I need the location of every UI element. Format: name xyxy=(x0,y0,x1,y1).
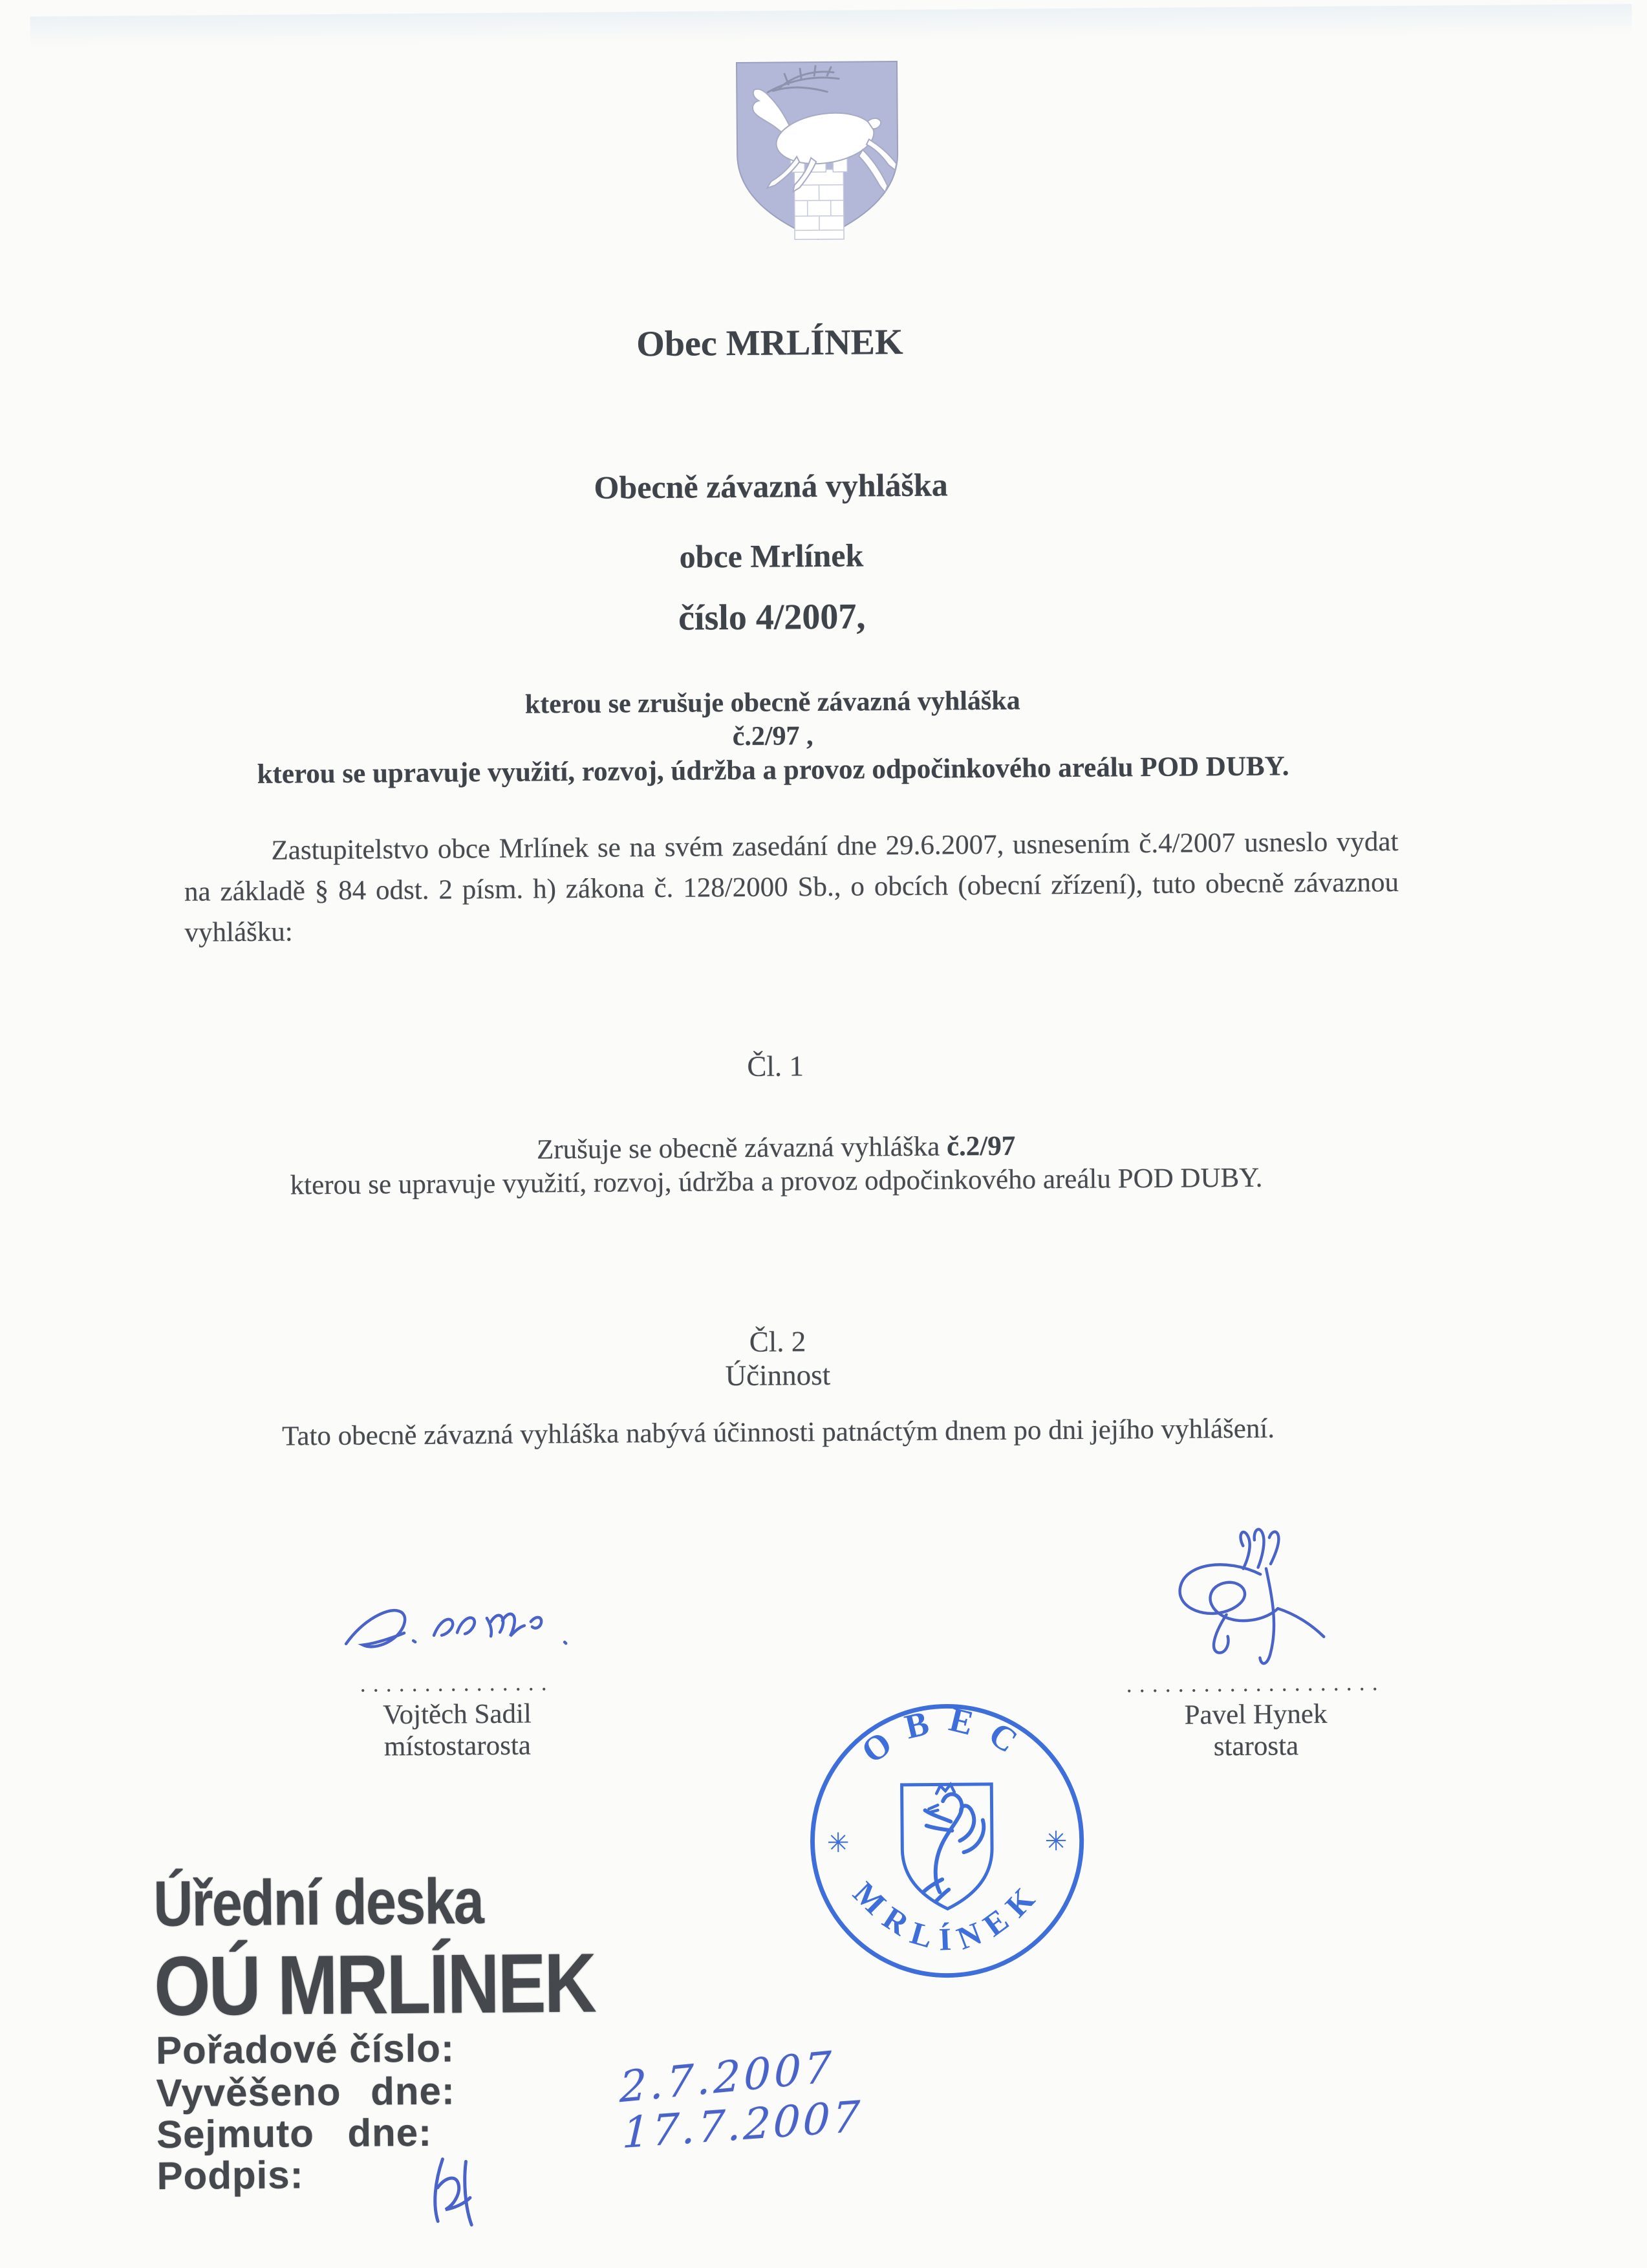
subtitle-line3: kterou se upravuje využití, rozvoj, údržba a provoz odpočinkového areálu POD DUBY. xyxy=(257,751,1289,790)
article2-heading: Čl. 2 xyxy=(749,1325,806,1358)
mayor-name: Pavel Hynek xyxy=(1184,1698,1328,1731)
subtitle-line2: č.2/97 , xyxy=(732,721,813,752)
vice-mayor-role: místostarosta xyxy=(383,1730,532,1762)
article2-subheading: Účinnost xyxy=(725,1358,831,1392)
decree-title-line1: Obecně závazná vyhláška xyxy=(594,466,948,506)
preamble-paragraph: Zastupitelstvo obce Mrlínek se na svém zasedání dne 29.6.2007, usnesením č.4/2007 usneslo vydat na základě § 84 odst. 2 písm. h) zákona č. 128/2000 Sb., o obcích (obecní zřízení), tuto obecně závaznou vyhlášku: xyxy=(184,826,1399,948)
article2-body: Tato obecně závazná vyhláška nabývá účinnosti patnáctým dnem po dni jejího vyhlášení. xyxy=(281,1413,1275,1452)
signature-dotted-line: ............... xyxy=(360,1669,554,1697)
vice-mayor-name: Vojtěch Sadil xyxy=(382,1698,532,1731)
handwritten-posted-date: 2.7.2007 xyxy=(619,2042,835,2113)
stamp-lion-shape xyxy=(922,1784,984,1901)
field-label-signature: Podpis: xyxy=(156,2153,304,2198)
mayor-role: starosta xyxy=(1213,1731,1299,1762)
article1-line2: kterou se upravuje využití, rozvoj, údržba a provoz odpočinkového areálu POD DUBY. xyxy=(290,1162,1263,1201)
field-label-serial-number: Pořadové číslo: xyxy=(155,2026,455,2073)
decree-title-line2: obce Mrlínek xyxy=(679,537,864,575)
signature-dotted-line: .................... xyxy=(1126,1669,1385,1698)
decree-number: číslo 4/2007, xyxy=(678,596,866,638)
stamp-top-text: OBEC xyxy=(854,1699,1039,1771)
board-stamp-line2: OÚ MRLÍNEK xyxy=(153,1936,596,2034)
field-label-posted-date: Vyvěšeno dne: xyxy=(156,2069,456,2115)
scan-artifact-band xyxy=(30,4,1631,46)
stamp-right-asterisk-icon: ✳ xyxy=(1044,1826,1068,1857)
article1-heading: Čl. 1 xyxy=(747,1050,804,1083)
handwritten-signature-initial xyxy=(404,2148,501,2233)
stamp-left-asterisk-icon: ✳ xyxy=(826,1828,850,1859)
board-stamp-line1: Úřední deska xyxy=(153,1866,484,1940)
article1-line1-bold: č.2/97 xyxy=(946,1130,1016,1162)
subtitle-line1: kterou se zrušuje obecně závazná vyhláška xyxy=(524,686,1020,720)
mrlinek-coat-of-arms-icon xyxy=(729,55,906,246)
tower-shape xyxy=(790,153,848,240)
mayor-signature-ink xyxy=(1145,1522,1366,1672)
stamp-bottom-text: MRLÍNEK xyxy=(846,1874,1049,1958)
article1-line1-text: Zrušuje se obecně závazná vyhláška xyxy=(536,1131,947,1165)
field-label-removed-date: Sejmuto dne: xyxy=(156,2110,433,2157)
signature-block-mayor xyxy=(1096,1522,1415,1764)
vice-mayor-signature-ink xyxy=(336,1580,576,1672)
handwritten-removed-date: 17.7.2007 xyxy=(621,2091,863,2159)
municipality-title: Obec MRLÍNEK xyxy=(636,321,903,365)
signature-block-vice-mayor xyxy=(301,1580,612,1764)
